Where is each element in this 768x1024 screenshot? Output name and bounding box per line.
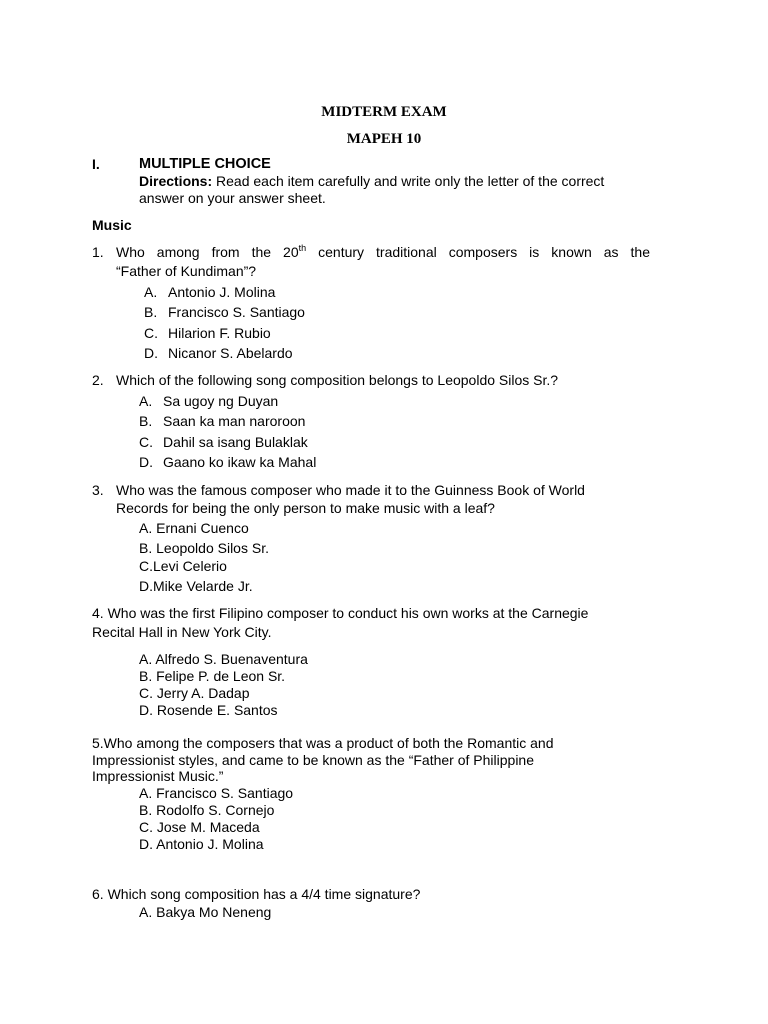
directions-line-1 <box>139 173 604 189</box>
q1-option-d: Nicanor S. Abelardo <box>168 345 293 361</box>
q2-option-a: Sa ugoy ng Duyan <box>163 393 279 409</box>
q1-text-a: Who among from the 20 <box>116 244 299 260</box>
q5-option-c: C. Jose M. Maceda <box>139 819 260 835</box>
q5-option-b: B. Rodolfo S. Cornejo <box>139 802 275 818</box>
q5-option-d: D. Antonio J. Molina <box>139 836 264 852</box>
q2-option-d-letter: D. <box>139 454 153 470</box>
q1-option-d-letter: D. <box>144 345 158 361</box>
q1-option-c-letter: C. <box>144 325 158 341</box>
q1-option-a: Antonio J. Molina <box>168 284 276 300</box>
q1-option-b-letter: B. <box>144 304 158 320</box>
directions-label: Directions: <box>139 173 213 189</box>
q2-option-c-letter: C. <box>139 434 153 450</box>
q5-line-1: 5.Who among the composers that was a product of both the Romantic and <box>92 735 554 751</box>
q4-line-2: Recital Hall in New York City. <box>92 624 272 640</box>
q3-line-2: Records for being the only person to make music with a leaf? <box>116 500 495 516</box>
q3-option-b: B. Leopoldo Silos Sr. <box>139 540 269 556</box>
q3-option-a: A. Ernani Cuenco <box>139 520 249 536</box>
q4-option-b: B. Felipe P. de Leon Sr. <box>139 668 286 684</box>
q3-option-d: D.Mike Velarde Jr. <box>139 578 253 594</box>
q1-number: 1. <box>92 244 104 260</box>
q4-option-a: A. Alfredo S. Buenaventura <box>139 651 308 667</box>
q2-number: 2. <box>92 372 104 388</box>
q1-superscript: th <box>298 243 307 253</box>
q1-text-b: century traditional composers is known as the <box>306 244 650 260</box>
directions-line-2: answer on your answer sheet. <box>139 190 326 206</box>
q1-line-2: “Father of Kundiman”? <box>116 263 257 279</box>
q6-line-1: 6. Which song composition has a 4/4 time signature? <box>92 886 421 902</box>
section-title: MULTIPLE CHOICE <box>139 156 271 172</box>
q3-option-c: C.Levi Celerio <box>139 558 227 574</box>
section-number: I. <box>92 156 100 172</box>
q2-option-b: Saan ka man naroroon <box>163 413 306 429</box>
q4-option-d: D. Rosende E. Santos <box>139 702 278 718</box>
q2-option-a-letter: A. <box>139 393 153 409</box>
q2-option-d: Gaano ko ikaw ka Mahal <box>163 454 317 470</box>
q5-line-2: Impressionist styles, and came to be known as the “Father of Philippine <box>92 752 534 768</box>
q5-line-3: Impressionist Music.” <box>92 768 224 784</box>
exam-title: MIDTERM EXAM <box>321 104 447 120</box>
q5-option-a: A. Francisco S. Santiago <box>139 785 294 801</box>
q1-option-a-letter: A. <box>144 284 158 300</box>
q4-option-c: C. Jerry A. Dadap <box>139 685 250 701</box>
q1-option-b: Francisco S. Santiago <box>168 304 305 320</box>
q4-line-1: 4. Who was the first Filipino composer to conduct his own works at the Carnegie <box>92 605 589 621</box>
q3-number: 3. <box>92 482 104 498</box>
exam-subject: MAPEH 10 <box>346 131 422 147</box>
q1-line-1 <box>116 244 650 260</box>
q3-line-1: Who was the famous composer who made it to the Guinness Book of World <box>116 482 585 498</box>
category-heading: Music <box>92 217 132 233</box>
q6-option-a: A. Bakya Mo Neneng <box>139 904 272 920</box>
directions-text-1: Read each item carefully and write only the letter of the correct <box>212 173 605 189</box>
q2-option-b-letter: B. <box>139 413 153 429</box>
q2-option-c: Dahil sa isang Bulaklak <box>163 434 308 450</box>
q2-line-1: Which of the following song composition belongs to Leopoldo Silos Sr.? <box>116 372 559 388</box>
q1-option-c: Hilarion F. Rubio <box>168 325 271 341</box>
